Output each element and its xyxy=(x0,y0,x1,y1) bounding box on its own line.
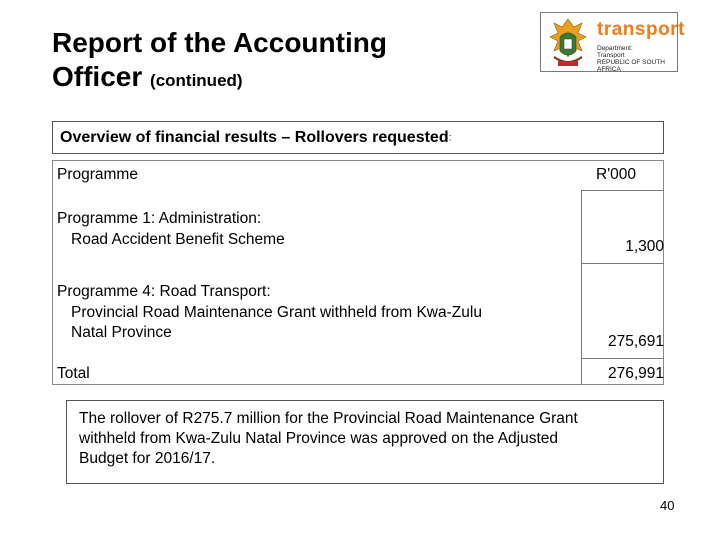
section-heading-colon: : xyxy=(448,132,452,144)
note-line-3: Budget for 2016/17. xyxy=(79,450,216,467)
note-line-1: The rollover of R275.7 million for the Provincial Road Maintenance Grant xyxy=(79,410,578,427)
table-column-divider xyxy=(581,190,582,385)
row-2-detail-line-2: Natal Province xyxy=(71,324,172,341)
rollover-note xyxy=(66,400,664,484)
total-amount: 276,991 xyxy=(607,365,664,382)
title-suffix: (continued) xyxy=(150,71,243,90)
note-line-2: withheld from Kwa-Zulu Natal Province was approved on the Adjusted xyxy=(79,430,559,447)
row-1-detail: Road Accident Benefit Scheme xyxy=(71,231,285,248)
title-line-1: Report of the Accounting xyxy=(52,27,387,58)
row-2-programme: Programme 4: Road Transport: xyxy=(57,283,271,300)
logo-department-name: Transport xyxy=(597,52,625,59)
logo-wordmark: transport xyxy=(597,19,685,40)
column-header-programme: Programme xyxy=(57,166,138,183)
title-main-word: Officer xyxy=(52,61,143,92)
table-total-rule xyxy=(582,358,664,359)
page-number: 40 xyxy=(660,498,675,513)
row-1-amount: 1,300 xyxy=(625,238,664,255)
table-header-rule xyxy=(582,190,664,191)
row-1-programme: Programme 1: Administration: xyxy=(57,210,262,227)
rollover-table xyxy=(52,160,664,385)
total-label: Total xyxy=(57,365,90,382)
coat-of-arms-icon xyxy=(544,17,592,69)
logo-department-label: Department: xyxy=(597,45,633,52)
section-heading-text: Overview of financial results – Rollovers requested xyxy=(60,129,449,146)
title-line-2 xyxy=(52,60,387,98)
row-2-amount: 275,691 xyxy=(607,333,664,350)
logo-country: REPUBLIC OF SOUTH AFRICA xyxy=(597,59,665,73)
page-title xyxy=(52,26,387,98)
table-row-rule xyxy=(582,263,664,264)
row-2-detail-line-1: Provincial Road Maintenance Grant withheld from Kwa-Zulu xyxy=(71,304,482,321)
department-logo xyxy=(540,12,685,73)
section-heading xyxy=(52,121,664,154)
column-header-amount: R'000 xyxy=(596,166,637,183)
